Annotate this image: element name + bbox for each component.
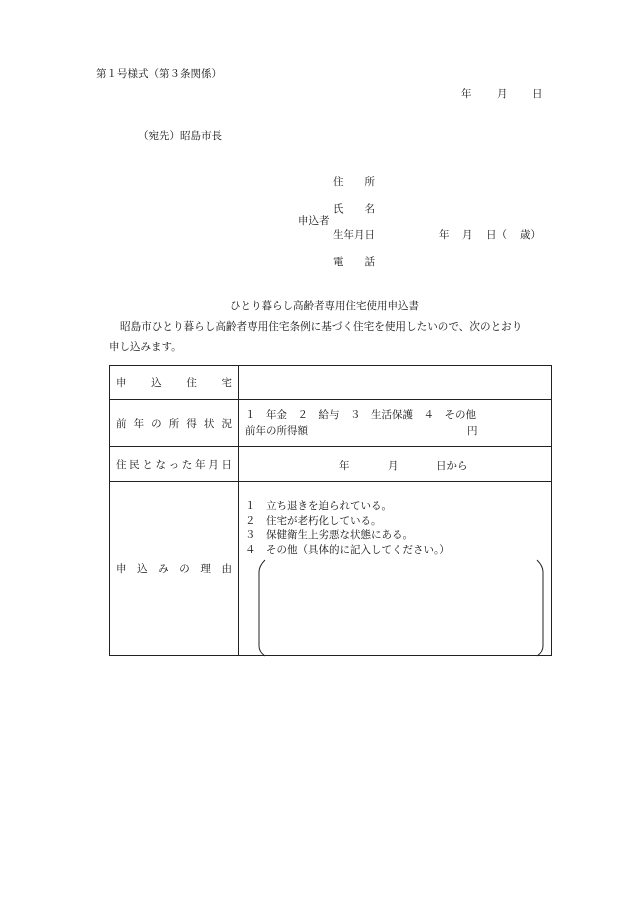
document-title: ひとり暮らし高齢者専用住宅使用申込書 bbox=[230, 300, 419, 312]
residency-year: 年 bbox=[339, 460, 350, 472]
phone-label: 電 話 bbox=[333, 256, 375, 268]
addressee: （宛先）昭島市長 bbox=[138, 130, 222, 142]
free-text-bracket[interactable] bbox=[257, 558, 547, 658]
reason-item: １ 立ち退きを迫られている。 bbox=[245, 500, 392, 512]
housing-value-cell[interactable] bbox=[239, 366, 552, 400]
residency-month: 月 bbox=[388, 460, 399, 472]
body-line-1: 昭島市ひとり暮らし高齢者専用住宅条例に基づく住宅を使用したいので、次のとおり bbox=[120, 321, 523, 333]
bracket-right bbox=[537, 560, 543, 656]
date-year: 年 bbox=[461, 88, 472, 100]
body-line-2: 申し込みます。 bbox=[109, 341, 182, 353]
date-month: 月 bbox=[497, 88, 508, 100]
row-label-residency: 住民となった年月日 bbox=[110, 447, 239, 482]
date-day: 日 bbox=[532, 88, 543, 100]
reason-cell bbox=[239, 482, 552, 656]
residency-cell bbox=[239, 447, 552, 482]
birth-day: 日（ bbox=[486, 229, 507, 241]
application-table bbox=[109, 365, 552, 656]
bracket-left bbox=[259, 560, 265, 656]
age-label: 歳） bbox=[520, 229, 541, 241]
reason-item: ２ 住宅が老朽化している。 bbox=[245, 514, 382, 527]
birth-year: 年 bbox=[439, 229, 450, 241]
address-label: 住 所 bbox=[333, 176, 375, 188]
form-number: 第１号様式（第３条関係） bbox=[96, 68, 222, 80]
name-label: 氏 名 bbox=[333, 203, 375, 215]
birthdate-label: 生年月日 bbox=[333, 229, 375, 241]
income-options: １ 年金 ２ 給与 ３ 生活保護 ４ その他 bbox=[245, 409, 476, 422]
row-label-income: 前年の所得状況 bbox=[110, 400, 239, 447]
birth-month: 月 bbox=[462, 229, 473, 241]
income-yen: 円 bbox=[467, 424, 478, 437]
residency-from: 日から bbox=[436, 460, 468, 472]
reason-item: ３ 保健衛生上劣悪な状態にある。 bbox=[245, 529, 413, 541]
row-label-reason: 申込みの理由 bbox=[110, 482, 239, 656]
income-cell bbox=[239, 400, 552, 447]
applicant-group-label: 申込者 bbox=[298, 215, 330, 227]
row-label-housing: 申込住宅 bbox=[110, 366, 239, 400]
reason-item: ４ その他（具体的に記入してください。） bbox=[245, 543, 450, 556]
income-amount-label: 前年の所得額 bbox=[245, 424, 308, 437]
